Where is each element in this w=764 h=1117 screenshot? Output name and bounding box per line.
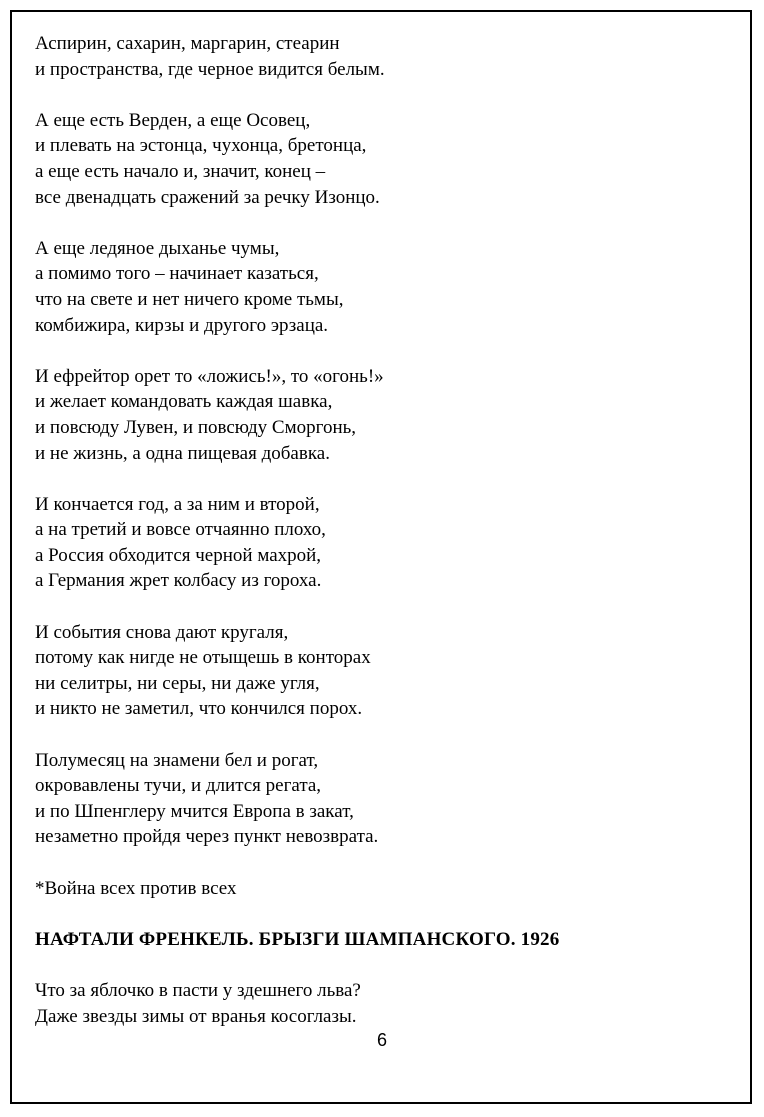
poem-line: ни селитры, ни серы, ни даже угля,	[35, 672, 320, 694]
poem-line: А еще есть Верден, а еще Осовец,	[35, 109, 311, 131]
poem-line: и желает командовать каждая шавка,	[35, 391, 333, 413]
stanza-next	[35, 978, 725, 1029]
footnote: *Война всех против всех	[35, 877, 237, 899]
poem-line: А еще ледяное дыханье чумы,	[35, 237, 280, 259]
poem-line: и по Шпенглеру мчится Европа в закат,	[35, 800, 354, 822]
poem-line: и никто не заметил, что кончился порох.	[35, 698, 363, 720]
stanza-6	[35, 620, 725, 722]
poem-line: Полумесяц на знамени бел и рогат,	[35, 749, 319, 771]
poem-line: потому как нигде не отыщешь в конторах	[35, 647, 371, 669]
poem-heading: НАФТАЛИ ФРЕНКЕЛЬ. БРЫЗГИ ШАМПАНСКОГО. 1926	[35, 928, 560, 950]
poem-line: Что за яблочко в пасти у здешнего льва?	[35, 979, 361, 1001]
poem-line: незаметно пройдя через пункт невозврата.	[35, 826, 379, 848]
poem-line: И события снова дают кругаля,	[35, 621, 289, 643]
poem-line: Аспирин, сахарин, маргарин, стеарин	[35, 33, 340, 54]
poem-line: а Россия обходится черной махрой,	[35, 544, 322, 566]
poem-line: все двенадцать сражений за речку Изонцо.	[35, 186, 380, 208]
poem-line: Даже звезды зимы от вранья косоглазы.	[35, 1005, 357, 1027]
stanza-3	[35, 236, 725, 338]
poem-line: И ефрейтор орет то «ложись!», то «огонь!»	[35, 365, 384, 387]
stanza-7	[35, 748, 725, 850]
poem-line: и повсюду Лувен, и повсюду Сморгонь,	[35, 416, 357, 438]
poem-line: комбижира, кирзы и другого эрзаца.	[35, 314, 329, 336]
poem-line: окровавлены тучи, и длится регата,	[35, 775, 322, 797]
poem-line: а Германия жрет колбасу из гороха.	[35, 570, 322, 592]
stanza-1	[35, 31, 725, 82]
stanza-5	[35, 492, 725, 594]
poem-line: и пространства, где черное видится белым.	[35, 58, 385, 80]
stanza-4	[35, 364, 725, 466]
poem-line: а помимо того – начинает казаться,	[35, 263, 319, 285]
poem-line: а на третий и вовсе отчаянно плохо,	[35, 519, 326, 541]
stanza-2	[35, 108, 725, 210]
poem-line: и плевать на эстонца, чухонца, бретонца,	[35, 135, 367, 157]
page-number: 6	[376, 1030, 387, 1050]
poem-line: И кончается год, а за ним и второй,	[35, 493, 320, 515]
poem-line: что на свете и нет ничего кроме тьмы,	[35, 288, 344, 310]
poem-line: и не жизнь, а одна пищевая добавка.	[35, 442, 330, 464]
poem-line: а еще есть начало и, значит, конец –	[35, 160, 326, 182]
poem-text	[35, 31, 725, 1029]
